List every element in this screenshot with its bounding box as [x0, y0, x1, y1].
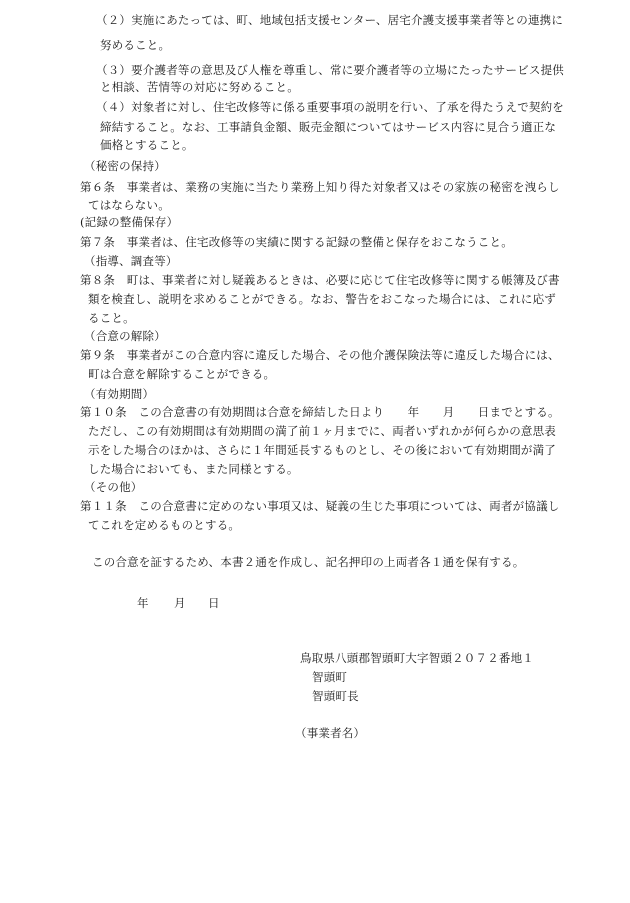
- date-year: 年: [137, 596, 149, 610]
- article-11-heading: （その他）: [84, 480, 143, 494]
- article-7-heading: (記録の整備保存）: [80, 215, 179, 229]
- article-6-heading: （秘密の保持）: [84, 159, 166, 173]
- article-6-line-1: 第６条 事業者は、業務の実施に当たり業務上知り得た対象者又はその家族の秘密を洩らし: [80, 180, 560, 194]
- signature-town: 智頭町: [312, 670, 348, 684]
- article-11-line-2: てこれを定めるものとする。: [88, 518, 241, 532]
- item-2-line-2: 努めること。: [100, 38, 171, 52]
- date-day: 日: [208, 596, 220, 610]
- article-9-line-1: 第９条 事業者がこの合意内容に違反した場合、その他介護保険法等に違反した場合には、: [80, 348, 560, 362]
- article-6-line-2: てはならない。: [88, 198, 170, 212]
- article-7-line-1: 第７条 事業者は、住宅改修等の実績に関する記録の整備と保存をおこなうこと。: [80, 235, 513, 249]
- article-8-heading: （指導、調査等）: [84, 254, 178, 268]
- signature-address: 鳥取県八頭郡智頭町大字智頭２０７２番地１: [300, 651, 534, 665]
- article-11-line-1: 第１１条 この合意書に定めのない事項又は、疑義の生じた事項については、両者が協議し: [80, 499, 560, 513]
- article-10-line-1: 第１０条 この合意書の有効期間は合意を締結した日より 年 月 日までとする。: [80, 405, 560, 419]
- date-month: 月: [174, 596, 186, 610]
- article-10-line-2: ただし、この有効期間は有効期間の満了前１ヶ月までに、両者いずれかが何らかの意思表: [88, 424, 556, 438]
- item-3-line-1: （３）要介護者等の意思及び人権を尊重し、常に要介護者等の立場にたったサービス提供: [96, 63, 564, 77]
- article-10-line-4: した場合においても、また同様とする。: [88, 462, 299, 476]
- article-8-line-1: 第８条 町は、事業者に対し疑義あるときは、必要に応じて住宅改修等に関する帳簿及び書: [80, 273, 560, 287]
- article-9-heading: （合意の解除）: [84, 329, 166, 343]
- article-10-line-3: 示をした場合のほかは、さらに１年間延長するものとし、その後において有効期間が満了: [88, 443, 556, 457]
- item-4-line-3: 価格とすること。: [100, 138, 194, 152]
- item-3-line-2: と相談、苦情等の対応に努めること。: [100, 80, 299, 94]
- article-8-line-3: ること。: [88, 311, 135, 325]
- item-4-line-2: 締結すること。なお、工事請負金額、販売金額についてはサービス内容に見合う適正な: [100, 120, 557, 134]
- item-2-line-1: （２）実施にあたっては、町、地域包括支援センター、居宅介護支援事業者等との連携に: [96, 13, 564, 27]
- article-9-line-2: 町は合意を解除することができる。: [88, 367, 276, 381]
- closing-statement: この合意を証するため、本書２通を作成し、記名押印の上両者各１通を保有する。: [92, 555, 525, 569]
- signature-business-name: （事業者名）: [295, 726, 366, 740]
- article-10-heading: （有効期間）: [84, 387, 155, 401]
- signature-mayor: 智頭町長: [312, 689, 359, 703]
- article-8-line-2: 類を検査し、説明を求めることができる。なお、警告をおこなった場合には、これに応ず: [88, 292, 556, 306]
- item-4-line-1: （４）対象者に対し、住宅改修等に係る重要事項の説明を行い、了承を得たうえで契約を: [96, 100, 564, 114]
